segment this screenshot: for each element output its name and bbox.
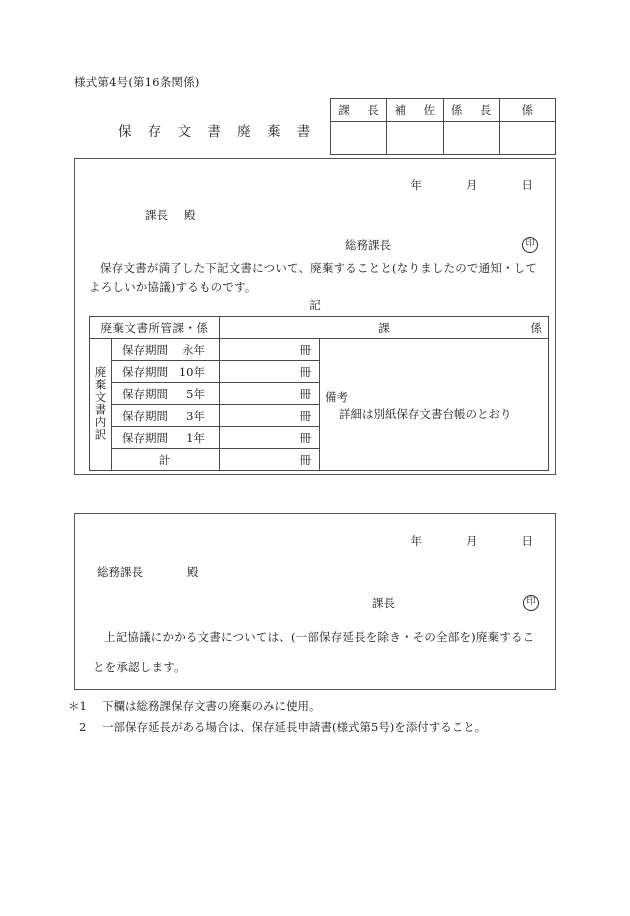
- lower-date-year: 年: [410, 534, 422, 548]
- upper-seal-icon: 印: [522, 236, 538, 253]
- remarks-detail: 詳細は別紙保存文書台帳のとおり: [339, 407, 512, 421]
- upper-date-month: 月: [466, 178, 478, 192]
- lower-body-text: 上記協議にかかる文書については、(一部保存延長を除き・その全部を)廃棄することを承認します。: [93, 630, 535, 674]
- period-label-1y: [112, 427, 220, 449]
- upper-date-line: [411, 177, 534, 193]
- approval-col-hosa: 補 佐: [387, 99, 443, 122]
- approval-col-kakari: 係: [499, 99, 555, 122]
- period-label-10y: [112, 361, 220, 383]
- period-text: 保存期間: [122, 430, 168, 445]
- period-term: 3年: [186, 408, 205, 423]
- approval-section: [74, 513, 556, 690]
- lower-signer: 課長: [372, 596, 395, 610]
- disposal-data-table: [89, 316, 549, 471]
- ki-marker: 記: [309, 298, 321, 312]
- count-cell-einen[interactable]: [220, 339, 320, 361]
- upper-body-text: 保存文書が満了した下記文書について、廃棄することと(なりましたので通知・してよろしいか協議)するものです。: [89, 261, 538, 294]
- header-ka-text: 課: [378, 320, 390, 335]
- lower-date-day: 日: [521, 534, 533, 548]
- approval-seal-cell-hosa[interactable]: [387, 122, 443, 155]
- count-cell-10y[interactable]: [220, 361, 320, 383]
- upper-date-day: 日: [521, 178, 533, 192]
- vertical-breakdown-label: 廃棄文書内訳: [90, 339, 112, 471]
- approval-seal-cell-kacho[interactable]: [331, 122, 387, 155]
- footnotes: [68, 696, 486, 738]
- approval-seal-cell-kakari[interactable]: [499, 122, 555, 155]
- count-cell-1y[interactable]: [220, 427, 320, 449]
- count-cell-3y[interactable]: [220, 405, 320, 427]
- period-term: 永年: [182, 342, 205, 357]
- table-row: [90, 339, 549, 361]
- header-kakari-text: 係: [530, 320, 542, 335]
- approval-header-row: [331, 99, 556, 122]
- remarks-title: 備考: [325, 390, 348, 404]
- period-label-einen: [112, 339, 220, 361]
- header-dept-label: 廃棄文書所管課・係: [90, 317, 220, 339]
- period-text: 保存期間: [122, 408, 168, 423]
- lower-date-month: 月: [466, 534, 478, 548]
- upper-addressee-name: 課長: [145, 208, 168, 222]
- count-unit: 冊: [299, 386, 311, 401]
- footnote-text: 下欄は総務課保存文書の廃棄のみに使用。: [102, 699, 321, 713]
- period-term: 10年: [178, 364, 205, 379]
- count-unit: 冊: [299, 408, 311, 423]
- lower-addressee: [97, 564, 199, 580]
- upper-addressee-honorific: 殿: [184, 208, 196, 222]
- footnote-item: [68, 717, 486, 738]
- count-cell-5y[interactable]: [220, 383, 320, 405]
- count-unit: 冊: [299, 364, 311, 379]
- period-text: 保存期間: [122, 342, 168, 357]
- document-title: 保 存 文 書 廃 棄 書: [118, 124, 317, 140]
- approval-seal-cell-kakaricho[interactable]: [443, 122, 499, 155]
- count-unit: 冊: [299, 430, 311, 445]
- approval-col-kacho: 課 長: [331, 99, 387, 122]
- approval-col-kakaricho: 係 長: [443, 99, 499, 122]
- footnote-text: 一部保存延長がある場合は、保存延長申請書(様式第5号)を添付すること。: [102, 720, 487, 734]
- upper-signer: 総務課長: [345, 238, 391, 252]
- data-table-header-row: [90, 317, 549, 339]
- count-unit: 冊: [299, 342, 311, 357]
- header-dept-value[interactable]: [220, 317, 549, 339]
- lower-addressee-honorific: 殿: [187, 565, 199, 579]
- count-unit: 冊: [299, 452, 311, 467]
- lower-date-line: [411, 533, 534, 549]
- lower-addressee-name: 総務課長: [97, 565, 143, 579]
- period-text: 保存期間: [122, 386, 168, 401]
- form-number: 様式第4号(第16条関係): [74, 75, 200, 89]
- notification-section: [74, 158, 556, 475]
- total-label: 計: [112, 449, 220, 471]
- total-count-cell[interactable]: [220, 449, 320, 471]
- upper-addressee: [145, 207, 196, 223]
- period-label-3y: [112, 405, 220, 427]
- footnote-marker: 2: [79, 720, 87, 734]
- footnote-marker: ＊1: [68, 699, 87, 713]
- period-term: 5年: [186, 386, 205, 401]
- remarks-cell[interactable]: [320, 339, 549, 471]
- approval-seal-row: [331, 122, 556, 155]
- lower-seal-icon: 印: [523, 594, 539, 611]
- upper-date-year: 年: [410, 178, 422, 192]
- approval-stamp-table: [330, 98, 556, 155]
- footnote-item: [68, 696, 486, 717]
- period-term: 1年: [186, 430, 205, 445]
- period-label-5y: [112, 383, 220, 405]
- period-text: 保存期間: [122, 364, 168, 379]
